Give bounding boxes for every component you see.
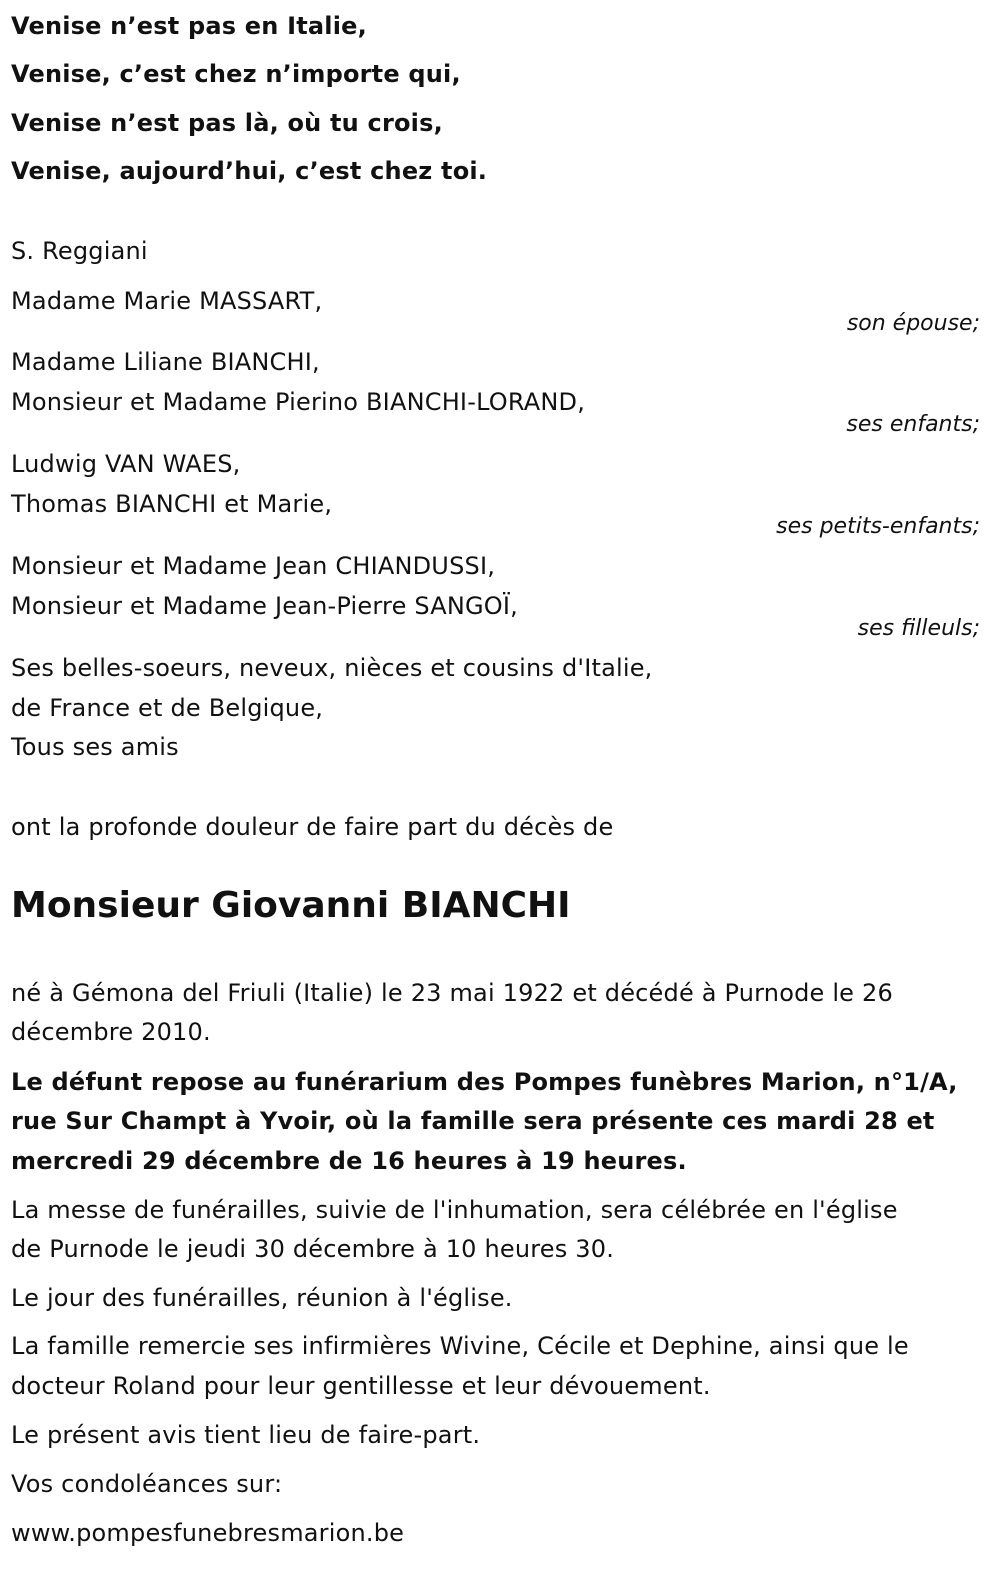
- family-others: Ses belles-soeurs, neveux, nièces et cousins d'Italie,: [11, 654, 653, 682]
- poem-author: S. Reggiani: [11, 237, 148, 265]
- funerarium-line: mercredi 29 décembre de 16 heures à 19 heures.: [11, 1147, 687, 1175]
- family-name: Monsieur et Madame Jean-Pierre SANGOÏ,: [11, 592, 519, 620]
- family-others: de France et de Belgique,: [11, 694, 324, 722]
- family-name: Madame Liliane BIANCHI,: [11, 348, 320, 376]
- funerarium-line: rue Sur Champt à Yvoir, où la famille sera présente ces mardi 28 et: [11, 1107, 935, 1135]
- meeting-line: Le jour des funérailles, réunion à l'église.: [11, 1284, 513, 1312]
- announcement: ont la profonde douleur de faire part du décès de: [11, 813, 614, 841]
- relation-label: ses enfants;: [846, 412, 980, 437]
- poem-line: Venise n’est pas en Italie,: [11, 12, 367, 40]
- relation-label: ses filleuls;: [857, 616, 980, 641]
- family-name: Madame Marie MASSART,: [11, 287, 323, 315]
- family-others: Tous ses amis: [11, 733, 179, 761]
- relation-label: ses petits-enfants;: [776, 514, 980, 539]
- mass-line: de Purnode le jeudi 30 décembre à 10 heures 30.: [11, 1235, 615, 1263]
- relation-label: son épouse;: [846, 311, 980, 336]
- family-name: Thomas BIANCHI et Marie,: [11, 490, 333, 518]
- notice-line: Le présent avis tient lieu de faire-part.: [11, 1421, 481, 1449]
- family-name: Ludwig VAN WAES,: [11, 450, 241, 478]
- birth-death-line: décembre 2010.: [11, 1018, 211, 1046]
- funerarium-line: Le défunt repose au funérarium des Pompes funèbres Marion, n°1/A,: [11, 1068, 958, 1096]
- website-link[interactable]: www.pompesfunebresmarion.be: [11, 1519, 405, 1547]
- thanks-line: La famille remercie ses infirmières Wivine, Cécile et Dephine, ainsi que le: [11, 1332, 909, 1360]
- poem-line: Venise, aujourd’hui, c’est chez toi.: [11, 157, 488, 185]
- condolences-label: Vos condoléances sur:: [11, 1470, 283, 1498]
- family-name: Monsieur et Madame Pierino BIANCHI-LORAND,: [11, 388, 586, 416]
- birth-death-line: né à Gémona del Friuli (Italie) le 23 mai 1922 et décédé à Purnode le 26: [11, 979, 893, 1007]
- deceased-name: Monsieur Giovanni BIANCHI: [11, 885, 571, 926]
- mass-line: La messe de funérailles, suivie de l'inhumation, sera célébrée en l'église: [11, 1196, 898, 1224]
- thanks-line: docteur Roland pour leur gentillesse et leur dévouement.: [11, 1372, 711, 1400]
- poem-line: Venise n’est pas là, où tu crois,: [11, 109, 443, 137]
- poem-line: Venise, c’est chez n’importe qui,: [11, 60, 461, 88]
- family-name: Monsieur et Madame Jean CHIANDUSSI,: [11, 552, 496, 580]
